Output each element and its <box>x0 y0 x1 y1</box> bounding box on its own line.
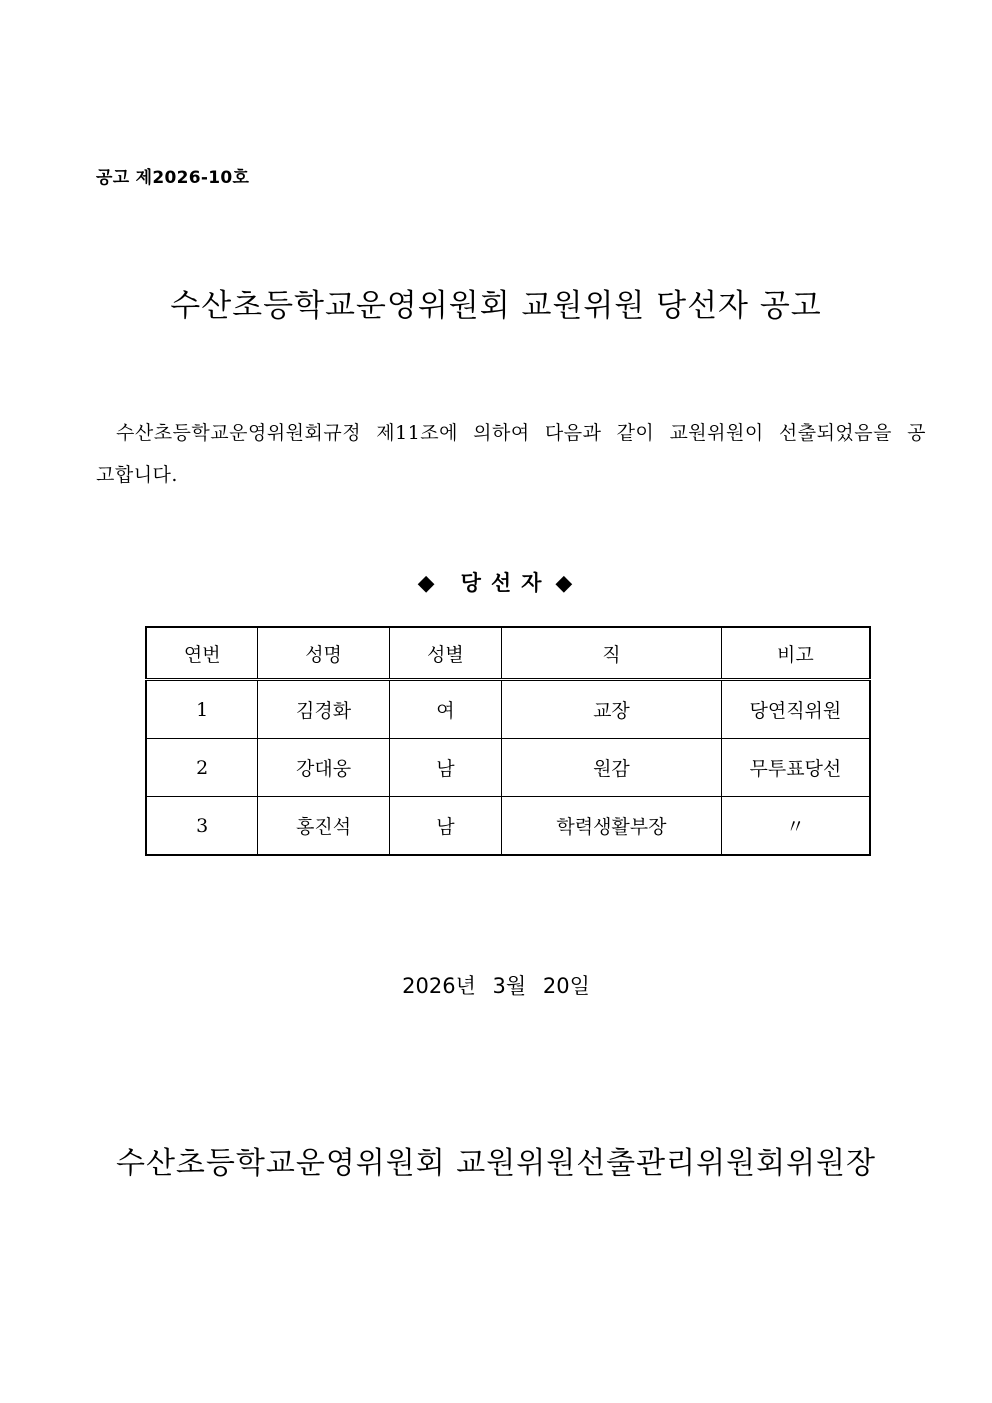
announcement-date: 2026년 3월 20일 <box>402 974 590 998</box>
cell-number: 3 <box>146 797 258 856</box>
table-row <box>146 680 870 739</box>
cell-note: 당연직위원 <box>721 680 870 739</box>
cell-number: 1 <box>146 680 258 739</box>
table-header-row <box>146 627 870 680</box>
cell-position: 원감 <box>502 739 722 797</box>
cell-note: 무투표당선 <box>721 739 870 797</box>
cell-gender: 남 <box>389 797 501 856</box>
diamond-left-icon: ◆ <box>417 571 437 596</box>
header-position: 직 <box>502 627 722 680</box>
cell-position: 교장 <box>502 680 722 739</box>
table-row <box>146 739 870 797</box>
body-paragraph: 수산초등학교운영위원회규정 제11조에 의하여 다음과 같이 교원위원이 선출되었음을 공고합니다. <box>96 422 926 486</box>
header-number: 연번 <box>146 627 258 680</box>
signatory: 수산초등학교운영위원회 교원위원선출관리위원회위원장 <box>115 1146 877 1181</box>
header-gender: 성별 <box>389 627 501 680</box>
cell-gender: 여 <box>389 680 501 739</box>
winners-table <box>145 626 871 856</box>
section-heading-label: 당선자 <box>460 571 552 595</box>
header-name: 성명 <box>258 627 389 680</box>
cell-gender: 남 <box>389 739 501 797</box>
table-row <box>146 797 870 856</box>
cell-note: 〃 <box>721 797 870 856</box>
cell-name: 김경화 <box>258 680 389 739</box>
section-heading <box>0 567 992 597</box>
cell-name: 강대웅 <box>258 739 389 797</box>
cell-name: 홍진석 <box>258 797 389 856</box>
header-note: 비고 <box>721 627 870 680</box>
diamond-right-icon: ◆ <box>555 571 575 596</box>
document-title: 수산초등학교운영위원회 교원위원 당선자 공고 <box>170 288 822 324</box>
cell-number: 2 <box>146 739 258 797</box>
notice-number: 공고 제2026-10호 <box>96 168 250 188</box>
cell-position: 학력생활부장 <box>502 797 722 856</box>
